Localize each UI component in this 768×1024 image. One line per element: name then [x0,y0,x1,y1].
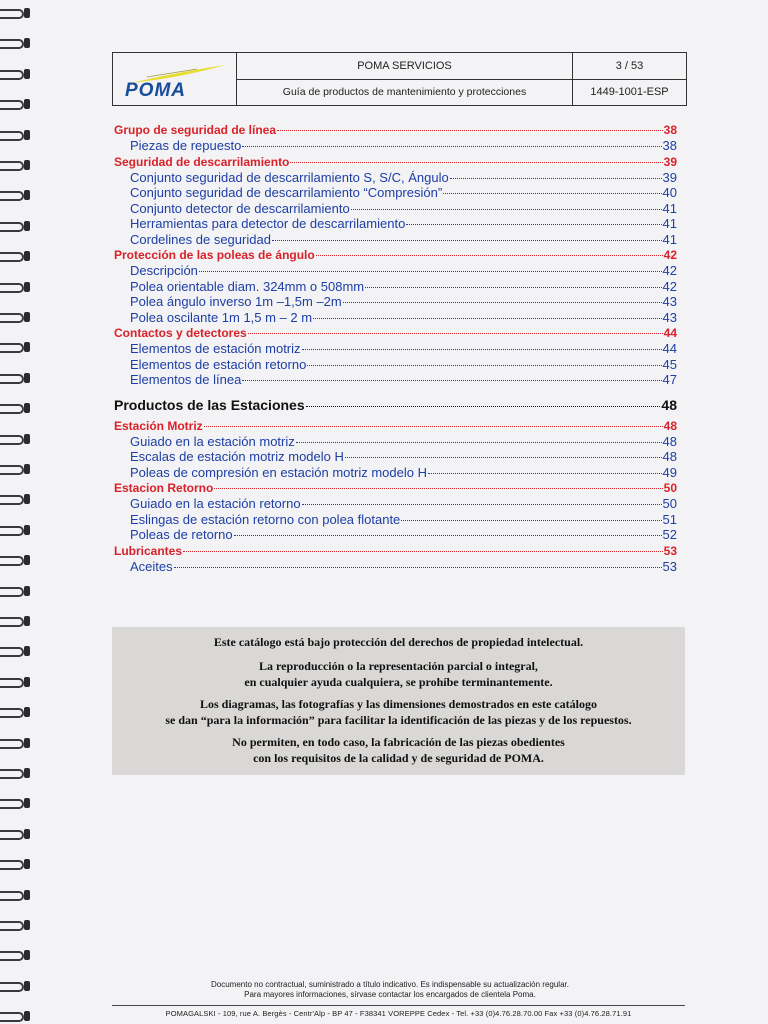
binding-ring-icon [0,249,34,263]
binding-ring-icon [0,888,34,902]
toc-dot-leader [183,551,663,552]
toc-entry-title: Contactos y detectores [114,326,247,340]
poma-logo [113,53,237,105]
binding-ring-icon [0,432,34,446]
binding-ring-icon [0,401,34,415]
toc-subentry[interactable] [114,294,677,310]
binding-ring-icon [0,462,34,476]
footer-disclaimer [150,980,630,1000]
notice-line: No permiten, en todo caso, la fabricación de las piezas obedientes [232,735,565,749]
toc-dot-leader [450,178,662,179]
toc-dot-leader [306,406,661,407]
toc-subentry[interactable] [114,279,677,295]
toc-subentry[interactable] [114,357,677,373]
toc-entry-page: 40 [662,185,677,200]
binding-ring-icon [0,492,34,506]
binding-ring-icon [0,188,34,202]
toc-dot-leader [242,146,661,147]
toc-subentry[interactable] [114,170,677,186]
toc-entry-page: 41 [662,216,677,231]
toc-entry-page: 44 [663,326,677,340]
toc-section[interactable] [114,122,677,138]
toc-subentry[interactable] [114,372,677,388]
toc-entry-page: 43 [662,294,677,309]
toc-subentry[interactable] [114,310,677,326]
logo-text: POMA [125,80,186,101]
toc-entry-page: 43 [662,309,677,325]
toc-dot-leader [290,162,662,163]
footer-address: POMAGALSKI - 109, rue A. Bergès - Centr'Alp - BP 47 - F38341 VOREPPE Cedex - Tel. +33 (0)4.76.28.70.00 Fax +33 (0)4.76.28.71.91 [165,1009,632,1018]
toc-subentry[interactable] [114,496,677,512]
toc-entry-title: Poleas de retorno [130,527,233,542]
toc-entry-page: 42 [662,278,677,294]
toc-entry-title: Lubricantes [114,543,183,558]
binding-ring-icon [0,857,34,871]
toc-entry-page: 41 [662,231,677,247]
toc-entry-title: Piezas de repuesto [130,138,242,153]
binding-ring-icon [0,371,34,385]
notice-line: Los diagramas, las fotografías y las dimensiones demostrados en este catálogo [200,697,597,711]
footer-divider [112,1005,685,1006]
toc-dot-leader [248,333,663,334]
binding-ring-icon [0,36,34,50]
binding-ring-icon [0,158,34,172]
toc-dot-leader [365,287,661,288]
toc-entry-page: 48 [662,433,677,449]
doc-code: 1449-1001-ESP [590,86,669,98]
toc-entry-title: Herramientas para detector de descarrilamiento [130,216,406,231]
footer-note-line: Documento no contractual, suministrado a título indicativo. Es indispensable su actualización regular. [211,980,569,989]
toc-dot-leader [277,130,663,131]
toc-entry-title: Escalas de estación motriz modelo H [130,449,344,464]
footer-note-line: Para mayores informaciones, sírvase contactar los encargados de clientela Poma. [244,990,536,999]
toc-entry-title: Polea oscilante 1m 1,5 m – 2 m [130,309,313,325]
toc-subentry[interactable] [114,465,677,481]
toc-entry-page: 53 [662,558,677,574]
toc-subentry[interactable] [114,201,677,217]
binding-ring-icon [0,644,34,658]
binding-ring-icon [0,796,34,810]
binding-ring-icon [0,128,34,142]
toc-entry-page: 44 [662,341,677,356]
toc-entry-page: 49 [662,464,677,480]
binding-ring-icon [0,1009,34,1023]
toc-dot-leader [428,473,662,474]
toc-dot-leader [242,380,661,381]
toc-dot-leader [296,442,662,443]
toc-section[interactable] [114,418,677,434]
binding-ring-icon [0,97,34,111]
toc-dot-leader [214,488,662,489]
toc-entry-page: 48 [663,418,677,433]
toc-dot-leader [234,535,662,536]
toc-subentry[interactable] [114,216,677,232]
toc-entry-page: 47 [662,372,677,387]
notice-line: en cualquier ayuda cualquiera, se prohíbe terminantemente. [244,674,553,689]
spiral-binding [0,0,40,1024]
toc-entry-page: 52 [662,527,677,542]
toc-entry-title: Guiado en la estación motriz [130,433,295,449]
header-subtitle: Guía de productos de mantenimiento y protecciones [282,86,527,98]
binding-ring-icon [0,6,34,20]
toc-section[interactable] [114,325,677,341]
binding-ring-icon [0,219,34,233]
toc-subentry[interactable] [114,512,677,528]
toc-entry-page: 50 [663,481,677,495]
toc-entry-page: 42 [663,248,677,262]
toc-entry-title: Protección de las poleas de ángulo [114,248,315,262]
notice-line: Este catálogo está bajo protección del derechos de propiedad intelectual. [213,635,584,649]
toc-subentry[interactable] [114,185,677,201]
binding-ring-icon [0,310,34,324]
toc-entry-title: Polea ángulo inverso 1m –1,5m –2m [130,294,342,309]
toc-entry-title: Productos de las Estaciones [114,396,305,413]
binding-ring-icon [0,584,34,598]
binding-ring-icon [0,736,34,750]
header-title: POMA SERVICIOS [237,53,572,80]
toc-entry-title: Polea orientable diam. 324mm o 508mm [130,278,365,294]
binding-ring-icon [0,614,34,628]
toc-dot-leader [406,224,661,225]
toc-entry-page: 51 [662,511,677,527]
toc-dot-leader [443,193,661,194]
toc-dot-leader [199,271,662,272]
toc-section[interactable] [114,543,677,559]
toc-entry-title: Guiado en la estación retorno [130,496,301,511]
toc-entry-page: 45 [662,356,677,372]
toc-entry-title: Eslingas de estación retorno con polea flotante [130,511,401,527]
toc-section[interactable] [114,247,677,263]
binding-ring-icon [0,280,34,294]
notice-line: La reproducción o la representación parcial o integral, [259,659,538,673]
toc-entry-title: Elementos de estación retorno [130,356,307,372]
toc-entry-title: Conjunto detector de descarrilamiento [130,200,350,216]
binding-ring-icon [0,553,34,567]
toc-dot-leader [204,426,663,427]
binding-ring-icon [0,948,34,962]
binding-ring-icon [0,67,34,81]
page-header [112,52,687,106]
toc-entry-page: 39 [662,169,677,185]
toc-entry-title: Cordelines de seguridad [130,231,271,247]
toc-dot-leader [302,349,662,350]
table-of-contents [114,122,677,574]
toc-entry-page: 39 [663,154,677,169]
binding-ring-icon [0,675,34,689]
toc-entry-page: 38 [662,138,677,153]
toc-subentry[interactable] [114,232,677,248]
toc-entry-title: Aceites [130,558,173,574]
binding-ring-icon [0,340,34,354]
toc-entry-title: Seguridad de descarrilamiento [114,154,290,169]
toc-entry-page: 38 [663,123,677,137]
toc-subentry[interactable] [114,559,677,575]
toc-entry-title: Elementos de estación motriz [130,341,301,356]
toc-subentry[interactable] [114,449,677,465]
binding-ring-icon [0,979,34,993]
binding-ring-icon [0,766,34,780]
binding-ring-icon [0,918,34,932]
toc-dot-leader [351,209,662,210]
toc-entry-page: 48 [661,396,677,413]
copyright-notice [112,627,685,775]
toc-entry-page: 53 [663,543,677,558]
binding-ring-icon [0,705,34,719]
toc-entry-title: Conjunto seguridad de descarrilamiento “Compresión” [130,185,443,200]
page-number: 3 / 53 [573,53,686,80]
binding-ring-icon [0,827,34,841]
toc-section[interactable] [114,154,677,170]
toc-subentry[interactable] [114,341,677,357]
toc-entry-title: Estación Motriz [114,418,203,433]
toc-entry-title: Poleas de compresión en estación motriz modelo H [130,464,427,480]
toc-entry-page: 48 [662,449,677,464]
toc-dot-leader [316,255,663,256]
notice-line: se dan “para la información” para facilitar la identificación de las piezas y de los repuestos. [165,712,632,727]
toc-dot-leader [302,504,662,505]
toc-entry-title: Elementos de línea [130,372,242,387]
toc-entry-title: Descripción [130,263,198,278]
toc-entry-title: Grupo de seguridad de línea [114,123,277,137]
toc-subentry[interactable] [114,138,677,154]
binding-ring-icon [0,523,34,537]
toc-entry-title: Conjunto seguridad de descarrilamiento S, S/C, Ángulo [130,169,449,185]
toc-dot-leader [174,567,662,568]
toc-subentry[interactable] [114,263,677,279]
toc-entry-page: 50 [662,496,677,511]
toc-subentry[interactable] [114,527,677,543]
toc-subentry[interactable] [114,434,677,450]
toc-entry-title: Estacion Retorno [114,481,214,495]
toc-entry-page: 42 [662,263,677,278]
toc-dot-leader [343,302,662,303]
notice-line: con los requisitos de la calidad y de seguridad de POMA. [253,750,544,765]
toc-section[interactable] [114,480,677,496]
toc-entry-page: 41 [662,200,677,216]
toc-dot-leader [401,520,661,521]
toc-dot-leader [345,457,662,458]
toc-dot-leader [307,365,661,366]
toc-dot-leader [313,318,661,319]
toc-chapter[interactable] [114,394,677,416]
toc-dot-leader [272,240,662,241]
